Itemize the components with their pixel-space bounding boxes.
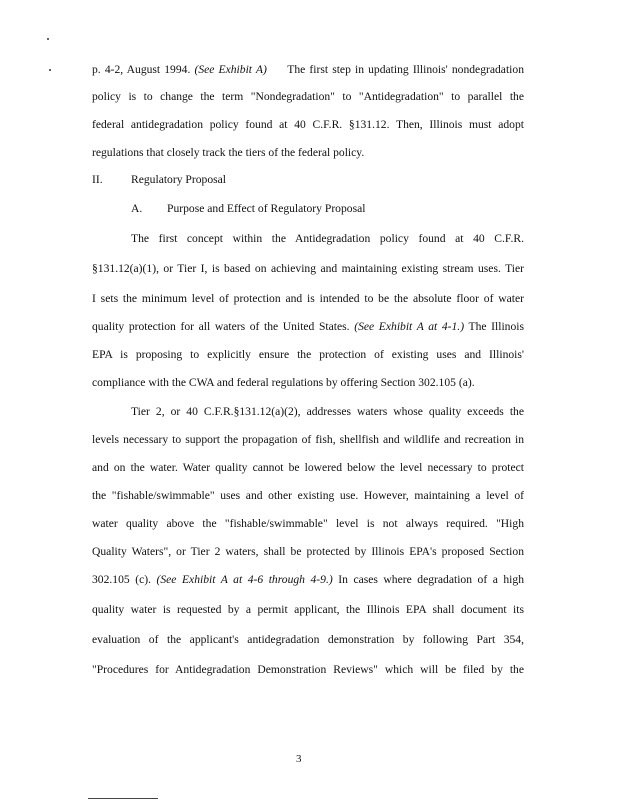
body-line: EPA is proposing to explicitly ensure the protection of existing uses and Illinois' <box>92 348 524 361</box>
subsection-heading <box>131 202 365 216</box>
body-line <box>92 320 524 334</box>
subsection-title: Purpose and Effect of Regulatory Proposal <box>167 202 366 215</box>
body-line: policy is to change the term "Nondegradation" to "Antidegradation" to parallel the <box>92 90 524 103</box>
body-line: Tier 2, or 40 C.F.R.§131.12(a)(2), addresses waters whose quality exceeds the <box>131 405 524 418</box>
body-line: Quality Waters", or Tier 2 waters, shall be protected by Illinois EPA's proposed Section <box>92 545 524 558</box>
section-heading <box>92 173 226 187</box>
body-line: regulations that closely track the tiers of the federal policy. <box>92 146 365 159</box>
text-run: The Illinois <box>464 320 525 333</box>
exhibit-citation: (See Exhibit A at 4-6 through 4-9.) <box>156 573 333 586</box>
body-line: the "fishable/swimmable" uses and other existing use. However, maintaining a level of <box>92 489 524 502</box>
page-number: 3 <box>296 753 302 765</box>
footer-rule <box>88 798 158 799</box>
section-number: II. <box>92 173 103 186</box>
body-line: "Procedures for Antidegradation Demonstration Reviews" which will be filed by the <box>92 663 524 676</box>
body-line: and on the water. Water quality cannot be lowered below the level necessary to protect <box>92 461 524 474</box>
body-line <box>92 573 524 587</box>
body-line: I sets the minimum level of protection and is intended to be the absolute floor of water <box>92 292 524 305</box>
body-line: water quality above the "fishable/swimmable" level is not always required. "High <box>92 517 524 530</box>
body-line: federal antidegradation policy found at 40 C.F.R. §131.12. Then, Illinois must adopt <box>92 118 524 131</box>
text-run: 302.105 (c). <box>92 573 157 586</box>
subsection-letter: A. <box>131 202 143 215</box>
exhibit-citation: (See Exhibit A) <box>194 63 267 76</box>
scan-speck <box>47 38 49 40</box>
body-line: compliance with the CWA and federal regulations by offering Section 302.105 (a). <box>92 376 475 389</box>
body-line: The first concept within the Antidegradation policy found at 40 C.F.R. <box>131 232 524 245</box>
body-line: §131.12(a)(1), or Tier I, is based on achieving and maintaining existing stream uses. Tier <box>92 262 524 275</box>
text-run: The first step in updating Illinois' nondegradation <box>266 63 524 76</box>
body-line <box>92 63 524 77</box>
body-line: quality water is requested by a permit applicant, the Illinois EPA shall document its <box>92 603 524 616</box>
section-title: Regulatory Proposal <box>131 173 226 186</box>
exhibit-citation: (See Exhibit A at 4-1.) <box>354 320 465 333</box>
body-line: levels necessary to support the propagation of fish, shellfish and wildlife and recreation in <box>92 433 524 446</box>
text-run: quality protection for all waters of the United States. <box>92 320 355 333</box>
body-line: evaluation of the applicant's antidegradation demonstration by following Part 354, <box>92 633 524 646</box>
text-run: In cases where degradation of a high <box>332 573 524 586</box>
scan-speck <box>49 69 51 71</box>
text-run: p. 4-2, August 1994. <box>92 63 195 76</box>
